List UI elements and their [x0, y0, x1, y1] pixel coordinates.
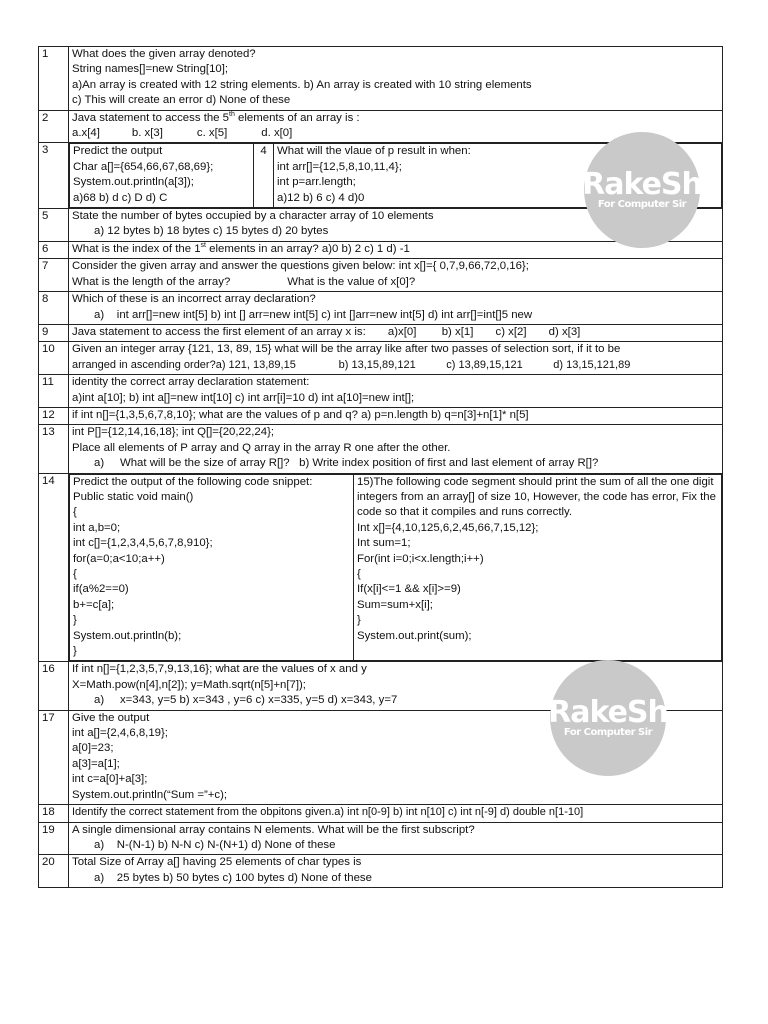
text-fragment: What is the index of the 1	[72, 242, 201, 255]
code-line: {	[73, 506, 77, 519]
question-number: 13	[39, 425, 69, 473]
options-line: a) N-(N-1) b) N-N c) N-(N+1) d) None of these	[94, 838, 336, 851]
option: b. x[3]	[131, 127, 163, 140]
question-row	[39, 342, 723, 375]
question-line: X=Math.pow(n[4],n[2]); y=Math.sqrt(n[5]+n[7]);	[72, 678, 306, 691]
question-row	[39, 407, 723, 424]
question-line: identity the correct array declaration statement:	[72, 376, 310, 389]
question-line: a)An array is created with 12 string elements. b) An array is created with 10 string elements	[72, 78, 532, 91]
question-number: 3	[39, 143, 69, 209]
question-line: System.out.println(a[3]);	[73, 176, 194, 189]
question-line: What will the vlaue of p result in when:	[277, 145, 471, 158]
question-number: 17	[39, 710, 69, 804]
question-number: 19	[39, 822, 69, 855]
code-line: System.out.println(b);	[73, 629, 182, 642]
question-number: 9	[39, 324, 69, 341]
question-line: Consider the given array and answer the questions given below: int x[]={ 0,7,9,66,72,0,16};	[72, 260, 529, 273]
code-line: Give the output	[72, 711, 150, 724]
question-line: a)int a[10]; b) int a[]=new int[10] c) int arr[i]=10 d) int a[10]=new int[];	[72, 391, 415, 404]
code-line: int a,b=0;	[73, 521, 121, 534]
question-number: 16	[39, 662, 69, 710]
question-number: 11	[39, 375, 69, 408]
question-line: Identify the correct statement from the obpitons given.a) int n[0-9] b) int n[10] c) int n[-9] d) double n[1-10]	[72, 806, 584, 819]
question-text	[70, 474, 354, 661]
question-line: a)12 b) 6 c) 4 d)0	[277, 191, 365, 204]
question-line: int p=arr.length;	[277, 176, 356, 189]
code-line: Public static void main()	[73, 490, 194, 503]
code-line: for(a=0;a<10;a++)	[73, 552, 165, 565]
question-text	[69, 47, 723, 111]
code-line: }	[73, 645, 77, 658]
question-text	[69, 292, 723, 325]
question-number: 8	[39, 292, 69, 325]
question-row	[39, 473, 723, 662]
question-line: State the number of bytes occupied by a character array of 10 elements	[72, 210, 434, 223]
code-line: if(a%2==0)	[73, 583, 129, 596]
question-line: Java statement to access the first element of an array x is: a)x[0] b) x[1] c) x[2] d) x[3]	[72, 325, 581, 338]
question-text	[70, 144, 254, 208]
option: a.x[4]	[72, 127, 100, 140]
question-line: What is the length of the array? What is the value of x[0]?	[72, 275, 416, 288]
question-line: Total Size of Array a[] having 25 elements of char types is	[72, 856, 362, 869]
watermark-logo	[584, 132, 700, 248]
code-line: {	[357, 568, 361, 580]
watermark-subtitle: For Computer Sir	[597, 199, 687, 210]
question-number: 10	[39, 342, 69, 375]
code-line: int c[]={1,2,3,4,5,6,7,8,910};	[73, 537, 213, 550]
question-line: If int n[]={1,2,3,5,7,9,13,16}; what are the values of x and y	[72, 663, 367, 676]
question-number: 18	[39, 805, 69, 822]
split-table	[69, 474, 722, 662]
text-fragment: elements in an array? a)0 b) 2 c) 1 d) -1	[206, 242, 410, 255]
question-line: if int n[]={1,3,5,6,7,8,10}; what are the values of p and q? a) p=n.length b) q=n[3]+n[1]* n[5]	[72, 408, 529, 421]
question-number: 4	[254, 144, 274, 208]
split-cell	[69, 473, 723, 662]
question-text	[69, 324, 723, 341]
option: d. x[0]	[261, 127, 293, 140]
watermark-title: RakeSh	[582, 167, 702, 202]
question-text	[69, 375, 723, 408]
question-row	[39, 822, 723, 855]
watermark-title: RakeSh	[548, 695, 668, 730]
code-line: Predict the output of the following code snippet:	[73, 475, 313, 488]
question-line: a)68 b) d c) D d) C	[73, 191, 168, 204]
question-row	[39, 805, 723, 822]
code-line: int c=a[0]+a[3];	[72, 773, 148, 786]
question-text	[69, 259, 723, 292]
code-line: Int x[]={4,10,125,6,2,45,66,7,15,12};	[357, 521, 539, 534]
question-text	[69, 805, 723, 822]
question-line	[72, 111, 719, 126]
code-line: {	[73, 568, 77, 580]
code-line: a[0]=23;	[72, 742, 114, 755]
text-fragment: elements of an array is :	[234, 111, 360, 124]
options-line: a) What will be the size of array R[]? b) Write index position of first and last element of array R[]?	[94, 457, 599, 470]
question-text	[69, 822, 723, 855]
watermark-logo	[550, 660, 666, 776]
question-intro: 15)The following code segment should print the sum of all the one digit integers from an array[] of size 10, However, the code has error, Fix the code so that it compiles and runs correctly.	[357, 475, 716, 519]
options-line: a) 12 bytes b) 18 bytes c) 15 bytes d) 20 bytes	[94, 225, 329, 238]
question-row	[39, 375, 723, 408]
question-row	[39, 292, 723, 325]
code-line: b+=c[a];	[73, 598, 115, 611]
question-line: Predict the output	[73, 145, 163, 158]
question-text	[69, 855, 723, 888]
option: c. x[5]	[196, 127, 228, 140]
question-line: arranged in ascending order?a) 121, 13,89,15 b) 13,15,89,121 c) 13,89,15,121 d) 13,15,121,89	[72, 358, 631, 371]
question-text	[69, 342, 723, 375]
question-row	[39, 259, 723, 292]
question-row	[39, 324, 723, 341]
question-number: 5	[39, 209, 69, 242]
options-line: a) x=343, y=5 b) x=343 , y=6 c) x=335, y=5 d) x=343, y=7	[94, 694, 398, 707]
question-text	[354, 474, 722, 661]
code-line: a[3]=a[1];	[72, 757, 120, 770]
question-line: Which of these is an incorrect array declaration?	[72, 293, 316, 306]
code-line: }	[357, 614, 361, 627]
code-line: Sum=sum+x[i];	[357, 598, 433, 611]
question-number: 12	[39, 407, 69, 424]
question-text	[69, 425, 723, 473]
question-number: 1	[39, 47, 69, 111]
code-line: }	[73, 614, 77, 627]
question-line: c) This will create an error d) None of these	[72, 94, 291, 107]
watermark-subtitle: For Computer Sir	[563, 727, 653, 738]
question-line: Char a[]={654,66,67,68,69};	[73, 160, 214, 173]
code-line: System.out.print(sum);	[357, 629, 472, 642]
superscript: st	[200, 242, 206, 250]
question-line: Given an integer array {121, 13, 89, 15} what will be the array like after two passes of selection sort, if it to be	[72, 343, 621, 356]
question-number: 2	[39, 110, 69, 143]
code-line: System.out.println(“Sum =”+c);	[72, 788, 228, 801]
options-line: a) int arr[]=new int[5] b) int [] arr=new int[5] c) int []arr=new int[5] d) int arr[]=int[]5 new	[94, 308, 533, 321]
question-line: What does the given array denoted?	[72, 48, 256, 60]
question-line: String names[]=new String[10];	[72, 63, 229, 76]
question-line: Place all elements of P array and Q array in the array R one after the other.	[72, 441, 451, 454]
question-line: int arr[]={12,5,8,10,11,4};	[277, 160, 402, 173]
text-fragment: Java statement to access the 5	[72, 111, 230, 124]
question-text	[69, 407, 723, 424]
question-number: 7	[39, 259, 69, 292]
question-line: int P[]={12,14,16,18}; int Q[]={20,22,24};	[72, 426, 275, 439]
question-line: A single dimensional array contains N elements. What will be the first subscript?	[72, 823, 475, 836]
code-line: Int sum=1;	[357, 537, 411, 550]
question-row	[39, 47, 723, 111]
code-line: For(int i=0;i<x.length;i++)	[357, 552, 484, 565]
question-number: 20	[39, 855, 69, 888]
superscript: th	[229, 110, 235, 118]
question-row	[39, 855, 723, 888]
code-line: int a[]={2,4,6,8,19};	[72, 727, 168, 740]
question-number: 6	[39, 241, 69, 258]
options-line: a) 25 bytes b) 50 bytes c) 100 bytes d) None of these	[94, 871, 372, 884]
question-number: 14	[39, 473, 69, 662]
question-row	[39, 425, 723, 473]
code-line: If(x[i]<=1 && x[i]>=9)	[357, 583, 461, 596]
